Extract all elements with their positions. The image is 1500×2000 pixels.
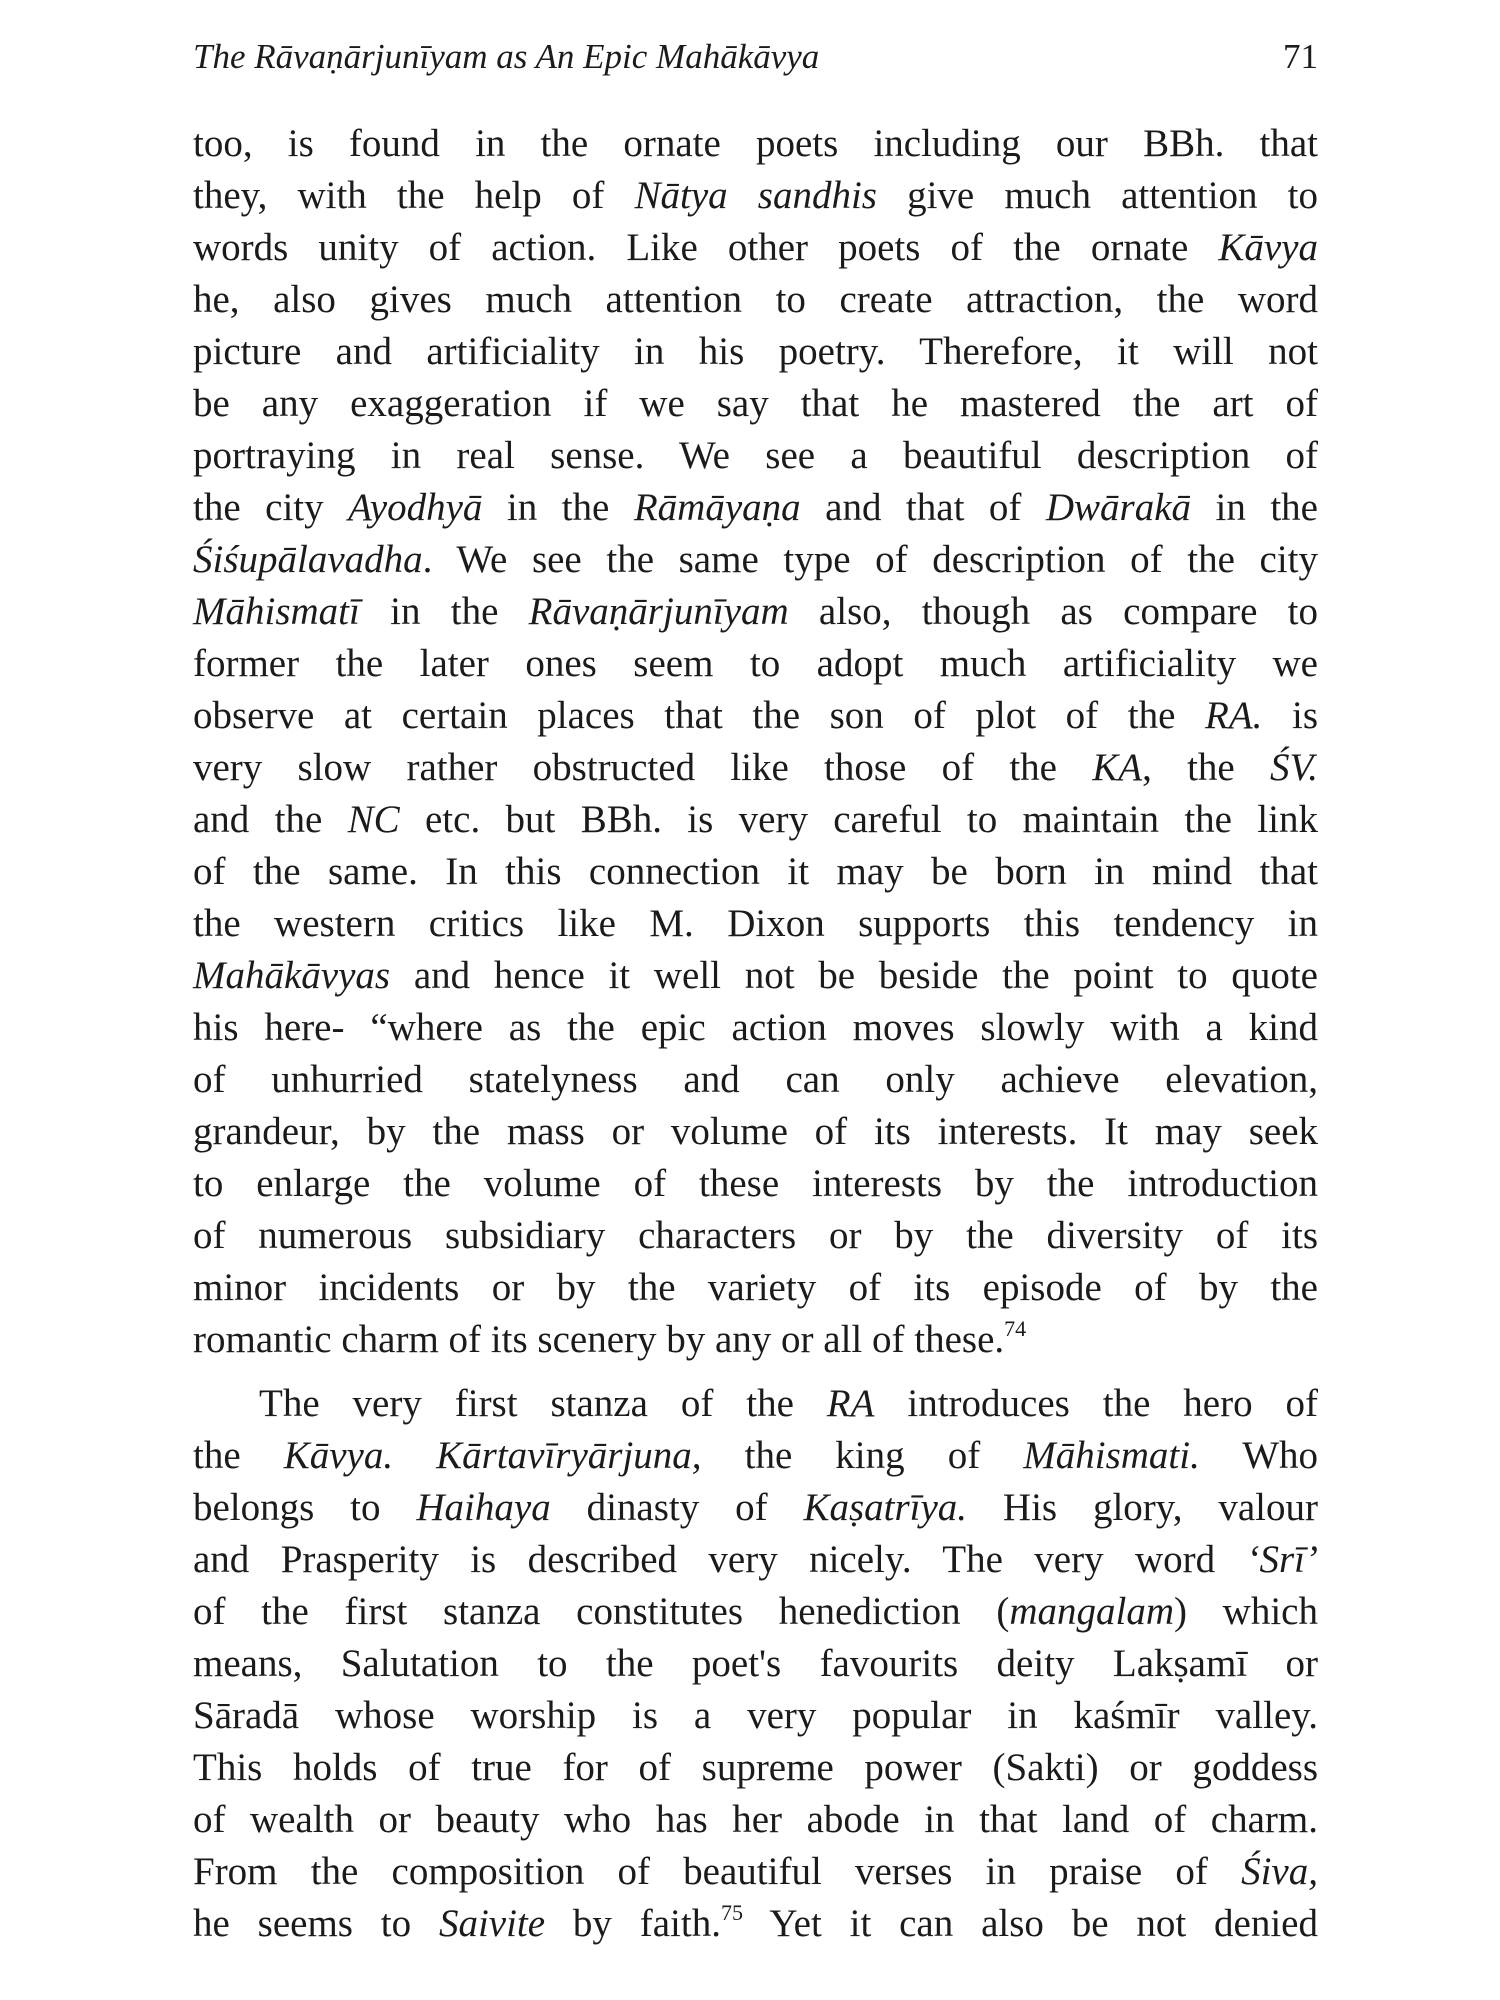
text-run: and the: [193, 798, 348, 841]
text-run: give much attention to: [876, 174, 1318, 217]
text-run: . We see the same type of description of the city: [422, 538, 1318, 581]
text-line: [193, 1690, 1318, 1742]
text-line: [193, 1002, 1318, 1054]
italic-term: Kāvya: [1218, 226, 1318, 269]
text-line: [193, 378, 1318, 430]
text-line: [193, 1158, 1318, 1210]
text-run: This holds of true for of supreme power (Sakti) or goddess: [193, 1746, 1318, 1789]
text-run: of the same. In this connection it may be born in mind that: [193, 850, 1318, 893]
italic-term: Māhismati.: [1023, 1434, 1200, 1477]
text-line: [193, 638, 1318, 690]
page-number: 71: [1283, 37, 1318, 76]
text-line: [193, 794, 1318, 846]
text-run: of numerous subsidiary characters or by the diversity of its: [193, 1214, 1318, 1257]
italic-term: Nātya sandhis: [634, 174, 877, 217]
text-run: observe at certain places that the son of plot of the: [193, 694, 1205, 737]
text-run: he seems to: [193, 1902, 439, 1945]
footnote-reference: 75: [720, 1900, 743, 1925]
italic-term: Kāvya. Kārtavīryārjuna,: [283, 1434, 702, 1477]
text-line: [193, 950, 1318, 1002]
text-run: etc. but BBh. is very careful to maintain the link: [399, 798, 1318, 841]
italic-term: mangalam: [1009, 1590, 1174, 1633]
paragraph: [193, 118, 1318, 1366]
text-run: minor incidents or by the variety of its episode of by the: [193, 1266, 1318, 1309]
text-run: and that of: [800, 486, 1046, 529]
running-header-title: The Rāvaṇārjunīyam as An Epic Mahākāvya: [193, 37, 820, 76]
italic-term: RA.: [1205, 694, 1263, 737]
text-run: former the later ones seem to adopt much artificiality we: [193, 642, 1318, 685]
italic-term: RA: [826, 1382, 875, 1425]
text-run: the: [193, 1434, 284, 1477]
italic-term: ‘Srī’: [1246, 1538, 1318, 1581]
text-run: to enlarge the volume of these interests by the introduction: [193, 1162, 1318, 1205]
text-line: [193, 1898, 1318, 1950]
text-run: the western critics like M. Dixon supports this tendency in: [193, 902, 1318, 945]
text-line: [193, 1106, 1318, 1158]
italic-term: Dwārakā: [1045, 486, 1192, 529]
text-run: and hence it well not be beside the point to quote: [390, 954, 1318, 997]
text-line: [193, 482, 1318, 534]
italic-term: KA: [1092, 746, 1143, 789]
text-line: [193, 1794, 1318, 1846]
body-text: [193, 118, 1318, 1962]
text-line: [193, 846, 1318, 898]
text-run: in the: [482, 486, 634, 529]
text-line: [193, 1846, 1318, 1898]
text-line: [193, 1314, 1318, 1366]
text-run: of the first stanza constitutes henediction (: [193, 1590, 1010, 1633]
text-run: ) which: [1174, 1590, 1318, 1633]
text-run: Sāradā whose worship is a very popular in kaśmīr valley.: [193, 1694, 1318, 1737]
italic-term: Māhismatī: [193, 590, 360, 633]
text-run: means, Salutation to the poet's favourits deity Lakṣamī or: [193, 1642, 1318, 1685]
text-run: From the composition of beautiful verses in praise of: [193, 1850, 1242, 1893]
italic-term: Śiva,: [1241, 1850, 1318, 1893]
text-run: Yet it can also be not denied: [742, 1902, 1318, 1945]
text-line: [193, 1378, 1318, 1430]
text-run: dinasty of: [550, 1486, 804, 1529]
text-line: [193, 1638, 1318, 1690]
text-line: [193, 742, 1318, 794]
text-line: [193, 898, 1318, 950]
text-run: the city: [193, 486, 349, 529]
text-line: [193, 222, 1318, 274]
text-line: [193, 430, 1318, 482]
text-run: he, also gives much attention to create attraction, the word: [193, 278, 1318, 321]
text-run: Who: [1199, 1434, 1319, 1477]
text-run: The very first stanza of the: [259, 1382, 827, 1425]
italic-term: Ayodhyā: [348, 486, 483, 529]
text-run: also, though as compare to: [788, 590, 1319, 633]
italic-term: Saivite: [438, 1902, 546, 1945]
text-run: words unity of action. Like other poets of the ornate: [193, 226, 1219, 269]
text-run: introduces the hero of: [874, 1382, 1318, 1425]
text-line: [193, 1054, 1318, 1106]
text-run: too, is found in the ornate poets including our BBh. that: [193, 122, 1318, 165]
italic-term: Rāvaṇārjunīyam: [528, 590, 789, 633]
text-run: the king of: [701, 1434, 1024, 1477]
text-line: [193, 118, 1318, 170]
text-line: [193, 1534, 1318, 1586]
text-run: in the: [1191, 486, 1318, 529]
text-line: [193, 586, 1318, 638]
text-line: [193, 326, 1318, 378]
text-line: [193, 1482, 1318, 1534]
text-run: romantic charm of its scenery by any or all of these.: [193, 1318, 1005, 1361]
text-run: picture and artificiality in his poetry. Therefore, it will not: [193, 330, 1318, 373]
text-run: belongs to: [193, 1486, 417, 1529]
text-line: [193, 1430, 1318, 1482]
text-line: [193, 1586, 1318, 1638]
italic-term: Śiśupālavadha: [193, 538, 423, 581]
text-run: of wealth or beauty who has her abode in that land of charm.: [193, 1798, 1318, 1841]
text-line: [193, 1210, 1318, 1262]
italic-term: Kaṣatrīya.: [803, 1486, 968, 1529]
italic-term: ŚV.: [1269, 746, 1319, 789]
text-line: [193, 170, 1318, 222]
text-run: of unhurried statelyness and can only achieve elevation,: [193, 1058, 1318, 1101]
italic-term: NC: [347, 798, 400, 841]
text-run: in the: [359, 590, 529, 633]
text-run: his here- “where as the epic action moves slowly with a kind: [193, 1006, 1318, 1049]
text-line: [193, 690, 1318, 742]
italic-term: Rāmāyaṇa: [633, 486, 801, 529]
text-run: is: [1262, 694, 1319, 737]
running-header: [193, 37, 1318, 77]
text-run: by faith.: [545, 1902, 721, 1945]
text-line: [193, 274, 1318, 326]
footnote-reference: 74: [1004, 1316, 1027, 1341]
text-line: [193, 1742, 1318, 1794]
text-line: [193, 1262, 1318, 1314]
text-run: they, with the help of: [193, 174, 635, 217]
italic-term: Haihaya: [416, 1486, 551, 1529]
text-line: [193, 534, 1318, 586]
italic-term: Mahākāvyas: [193, 954, 391, 997]
text-run: , the: [1142, 746, 1270, 789]
text-run: be any exaggeration if we say that he mastered the art of: [193, 382, 1318, 425]
text-run: very slow rather obstructed like those of the: [193, 746, 1093, 789]
paragraph: [193, 1378, 1318, 1950]
text-run: portraying in real sense. We see a beautiful description of: [193, 434, 1318, 477]
text-run: His glory, valour: [967, 1486, 1318, 1529]
text-run: and Prasperity is described very nicely. The very word: [193, 1538, 1247, 1581]
text-run: grandeur, by the mass or volume of its interests. It may seek: [193, 1110, 1318, 1153]
